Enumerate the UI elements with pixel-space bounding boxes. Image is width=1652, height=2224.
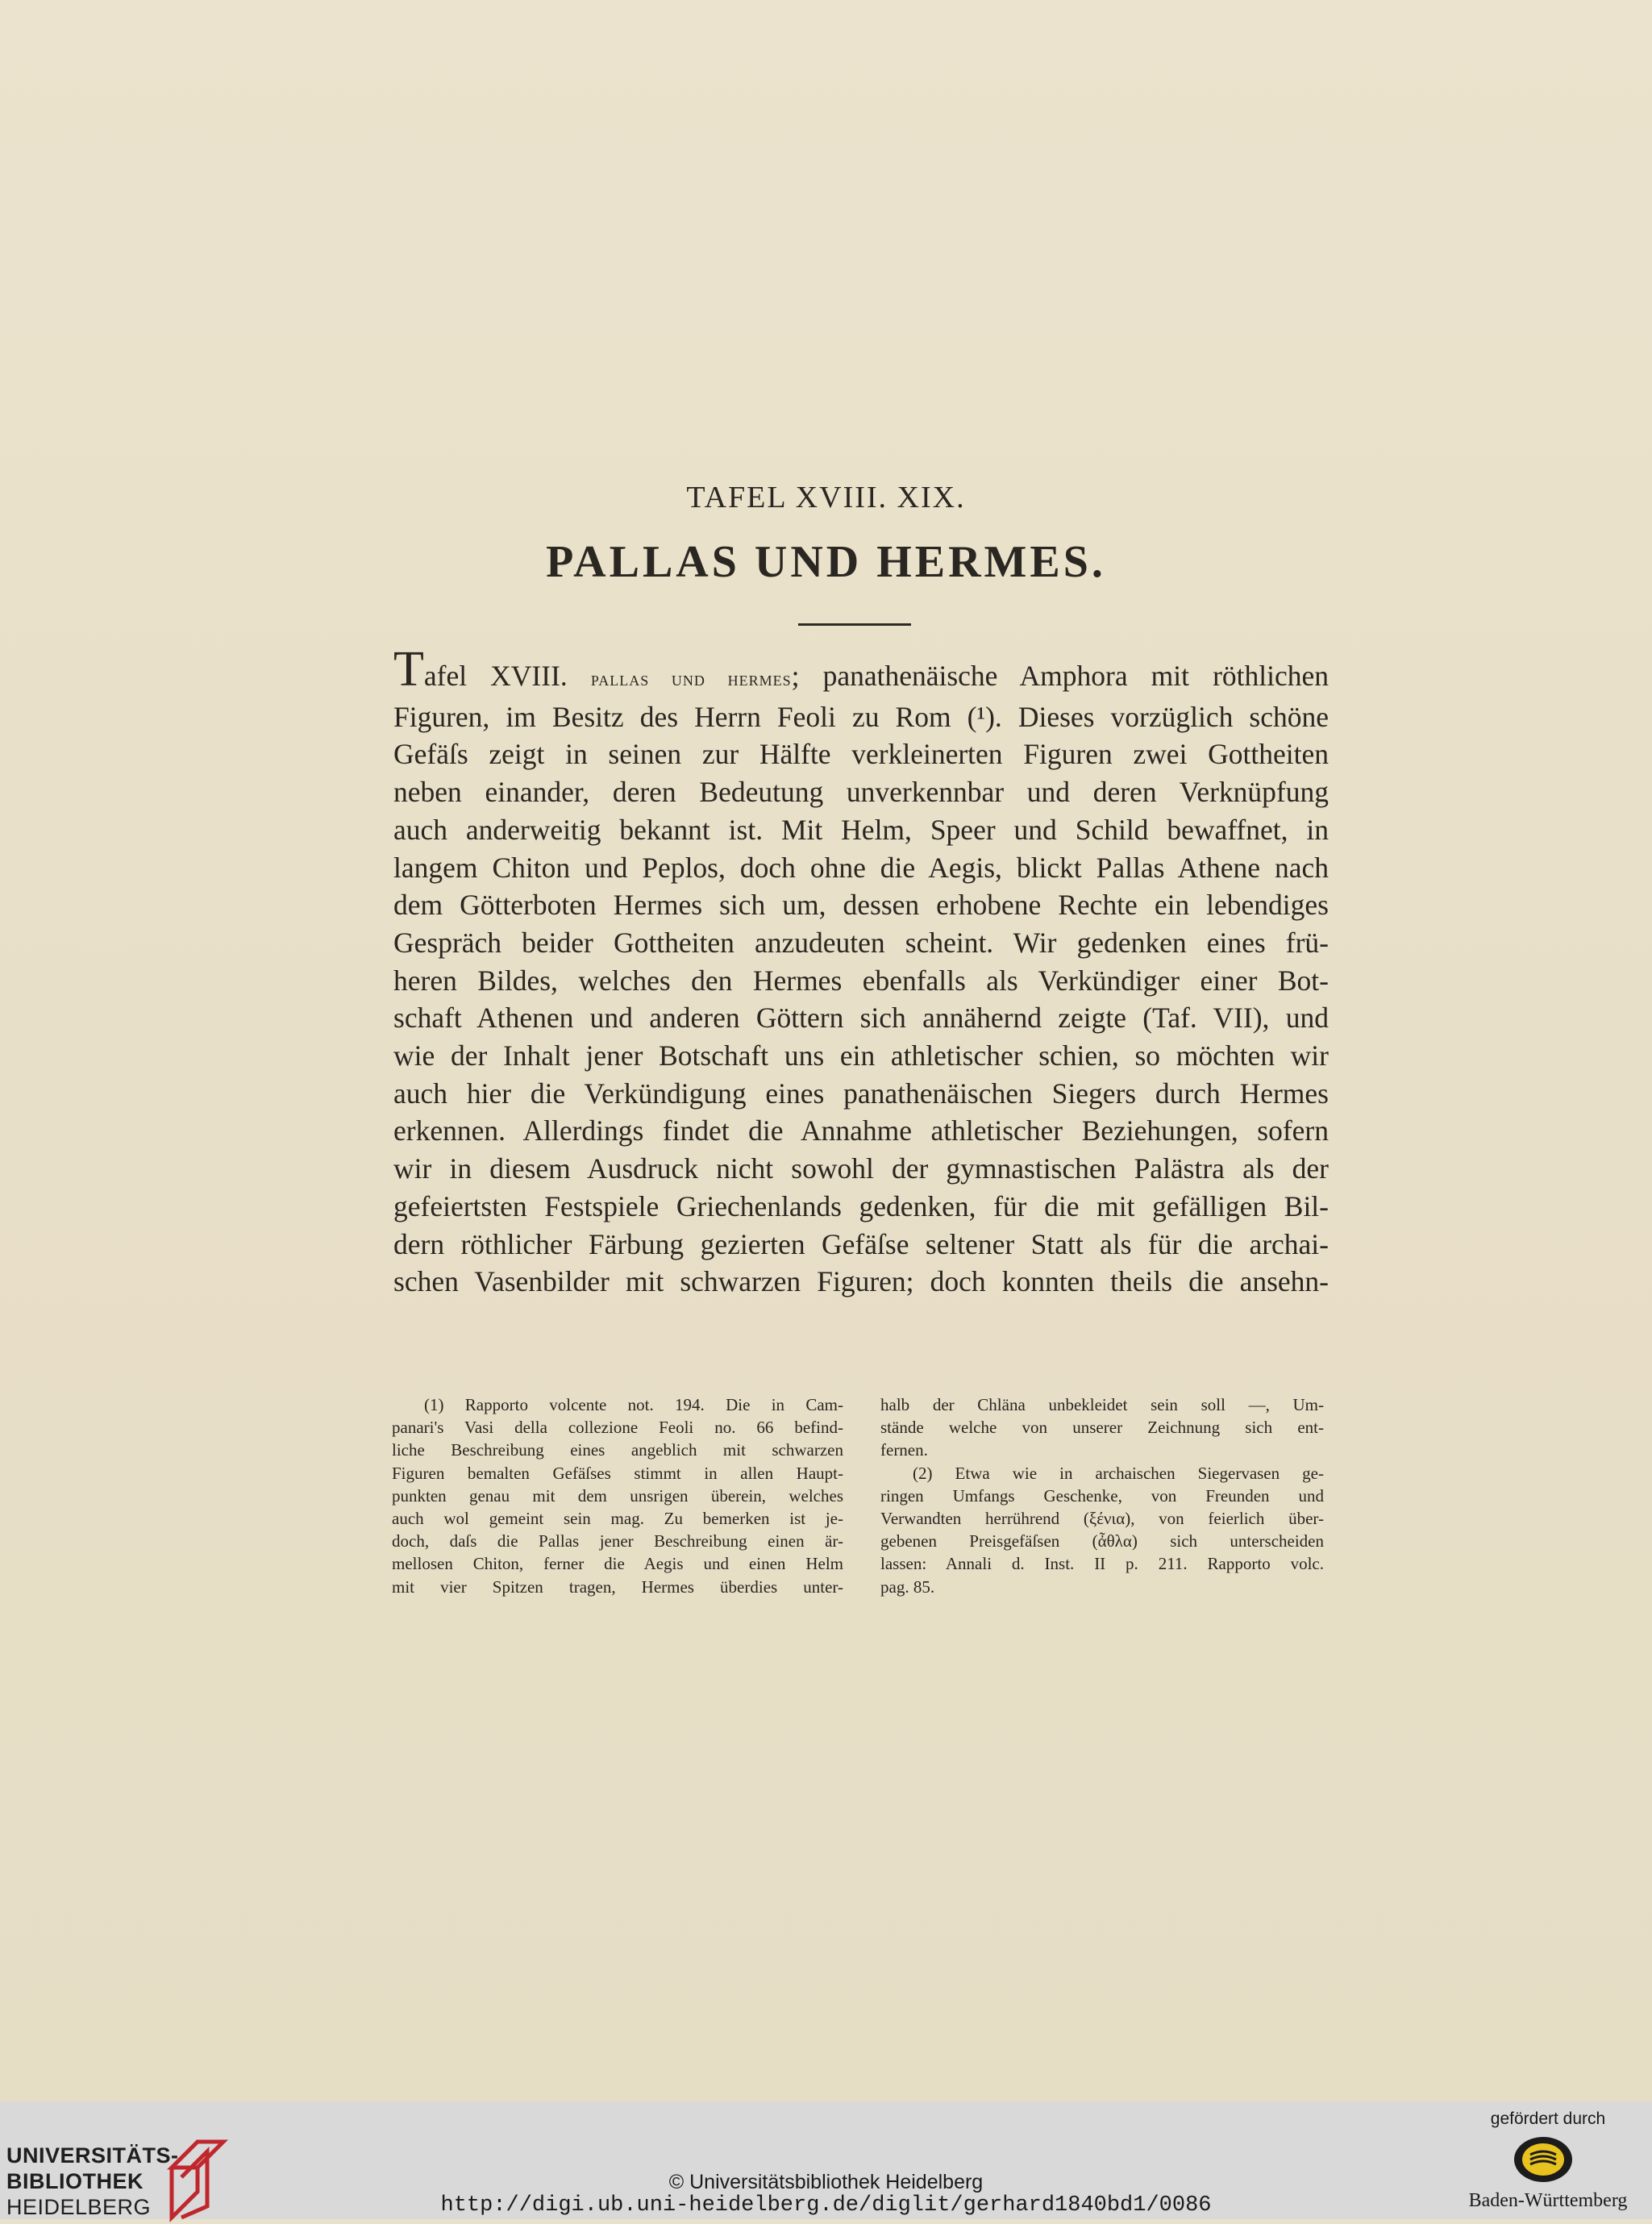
- sponsor-name[interactable]: Baden-Württemberg: [1468, 2190, 1628, 2211]
- text-line: langem Chiton und Peplos, doch ohne die Aegis, blickt Pallas Athene nach: [393, 851, 1329, 884]
- text-line: dem Götterboten Hermes sich um, dessen erhobene Rechte ein lebendiges: [393, 889, 1329, 922]
- footnote-column-left: [392, 1393, 843, 1598]
- footnote-line: Figuren bemalten Gefäſses stimmt in allen Haupt-: [392, 1463, 843, 1483]
- footnote-line: gebenen Preisgefäſsen (ἆθλα) sich unterscheiden: [880, 1531, 1324, 1551]
- viewer-footer: [0, 2101, 1652, 2219]
- text-line: schen Vasenbilder mit schwarzen Figuren; doch konnten theils die ansehn-: [393, 1265, 1329, 1298]
- copyright-notice: © Universitätsbibliothek Heidelberg: [668, 2171, 984, 2193]
- footnote-line: lassen: Annali d. Inst. II p. 211. Rapporto volc.: [880, 1554, 1324, 1574]
- library-name-line3: HEIDELBERG: [6, 2195, 152, 2219]
- text-line: wie der Inhalt jener Botschaft uns ein athletischer schien, so möchten wir: [393, 1039, 1329, 1072]
- library-name-line1: UNIVERSITÄTS-: [6, 2143, 179, 2168]
- footnote-line: fernen.: [880, 1440, 928, 1460]
- coat-of-arms-icon: [1509, 2134, 1577, 2185]
- text-line: neben einander, deren Bedeutung unverkennbar und deren Verknüpfung: [393, 776, 1329, 809]
- footnote-line: auch wol gemeint sein mag. Zu bemerken ist je-: [392, 1509, 843, 1529]
- footnote-line: panari's Vasi della collezione Feoli no. 66 befind-: [392, 1418, 843, 1438]
- footnote-column-right: [880, 1393, 1324, 1598]
- sponsor-label: gefördert durch: [1490, 2109, 1606, 2128]
- plate-number-heading: TAFEL XVIII. XIX.: [686, 481, 966, 514]
- footnote-line: stände welche von unserer Zeichnung sich ent-: [880, 1418, 1324, 1438]
- text-line: schaft Athenen und anderen Göttern sich annähernd zeigte (Taf. VII), und: [393, 1002, 1329, 1035]
- text-line: erkennen. Allerdings findet die Annahme athletischer Beziehungen, sofern: [393, 1114, 1329, 1147]
- page-title: PALLAS UND HERMES.: [546, 537, 1106, 587]
- text-line: dern röthlicher Färbung gezierten Gefäſse seltener Statt als für die archai-: [393, 1227, 1329, 1260]
- footnote-line: halb der Chläna unbekleidet sein soll —, Um-: [880, 1395, 1324, 1414]
- library-name-line2: BIBLIOTHEK: [6, 2169, 144, 2193]
- footnote-line: ringen Umfangs Geschenke, von Freunden und: [880, 1485, 1324, 1506]
- small-caps-title: pallas und hermes: [590, 667, 792, 690]
- text-line: auch hier die Verkündigung eines panathenäischen Siegers durch Hermes: [393, 1077, 1329, 1110]
- footnote-line: mellosen Chiton, ferner die Aegis und einen Helm: [392, 1554, 843, 1574]
- text-line: Gespräch beider Gottheiten anzudeuten scheint. Wir gedenken eines frü-: [393, 926, 1329, 959]
- footnote-line: doch, daſs die Pallas jener Beschreibung einen är-: [392, 1531, 843, 1551]
- footnote-line: liche Beschreibung eines angeblich mit schwarzen: [392, 1440, 843, 1460]
- text-line: wir in diesem Ausdruck nicht sowohl der gymnastischen Palästra als der: [393, 1152, 1329, 1185]
- initial-letter: T: [393, 642, 424, 697]
- footnote-line: (2) Etwa wie in archaischen Siegervasen ge-: [913, 1463, 1324, 1483]
- footnote-line: mit vier Spitzen tragen, Hermes überdies unter-: [392, 1576, 843, 1597]
- text-fragment: ; panathenäische Amphora mit röthlichen: [791, 660, 1330, 692]
- text-line: gefeiertsten Festspiele Griechenlands gedenken, für die mit gefälligen Bil-: [393, 1189, 1329, 1222]
- footnote-line: pag. 85.: [880, 1576, 935, 1597]
- text-fragment: afel XVIII.: [423, 660, 591, 692]
- heading-divider: [798, 623, 911, 626]
- text-line-1: [393, 642, 1330, 698]
- footnote-line: punkten genau mit dem unsrigen überein, welches: [392, 1485, 843, 1506]
- footnote-line: (1) Rapporto volcente not. 194. Die in Cam-: [424, 1395, 843, 1414]
- permalink[interactable]: http://digi.ub.uni-heidelberg.de/diglit/gerhard1840bd1/0086: [440, 2193, 1212, 2218]
- text-line: auch anderweitig bekannt ist. Mit Helm, Speer und Schild bewaffnet, in: [393, 813, 1329, 846]
- text-line: Figuren, im Besitz des Herrn Feoli zu Rom (¹). Dieses vorzüglich schöne: [393, 700, 1329, 733]
- footnote-line: Verwandten herrührend (ξένια), von feierlich über-: [880, 1509, 1324, 1529]
- main-text-block: [393, 642, 1330, 1301]
- text-line: Gefäſs zeigt in seinen zur Hälfte verkleinerten Figuren zwei Gottheiten: [393, 738, 1329, 771]
- text-line: heren Bildes, welches den Hermes ebenfalls als Verkündiger einer Bot-: [393, 964, 1329, 997]
